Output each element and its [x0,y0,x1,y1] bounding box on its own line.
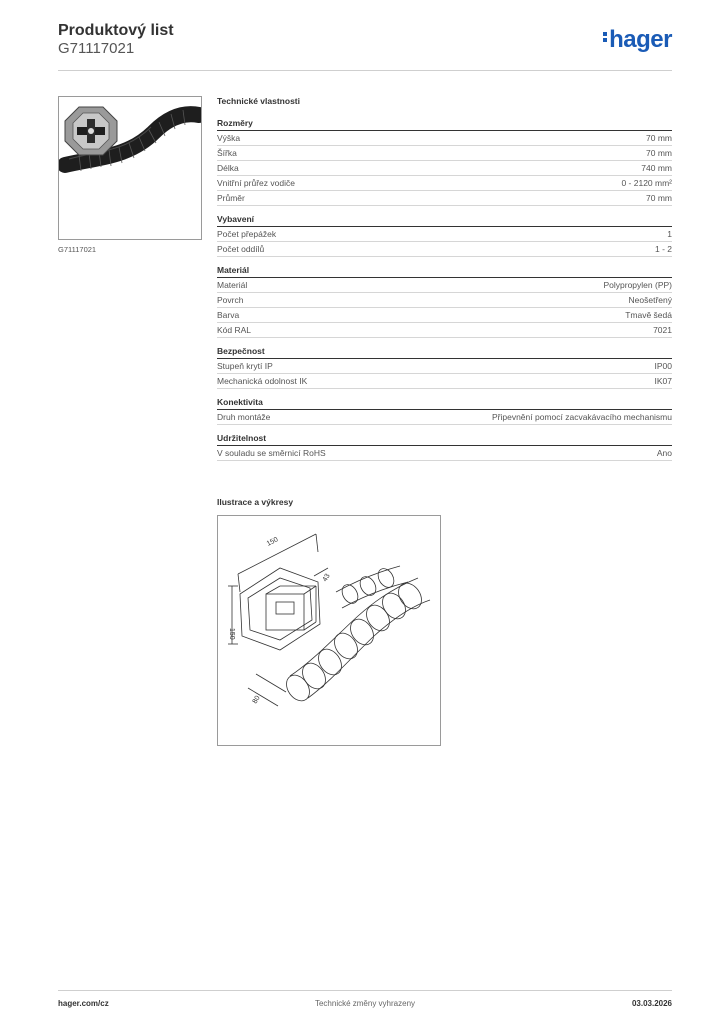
spec-row [217,308,672,323]
spec-value: 70 mm [646,148,672,158]
dim-width-label: 150 [265,536,280,548]
spec-section-material [217,265,672,338]
cable-spiral-product-icon [59,97,201,239]
dim-depth-label: 43 [321,572,332,583]
page-header [58,22,672,71]
section-heading: Rozměry [217,118,672,131]
spec-label: Kód RAL [217,325,252,335]
spec-value: IK07 [654,376,672,386]
page-title: Produktový list [58,22,174,39]
spec-section-safety [217,346,672,389]
footer-website-link[interactable]: hager.com/cz [58,999,109,1008]
footer-notice: Technické změny vyhrazeny [314,999,416,1008]
section-heading: Udržitelnost [217,433,672,446]
spec-row [217,410,672,425]
logo-dots-icon [603,30,607,44]
spec-value: 7021 [653,325,672,335]
spec-row [217,323,672,338]
spec-row [217,293,672,308]
spec-label: Počet přepážek [217,229,277,239]
spec-value: 1 - 2 [654,244,672,254]
spec-label: Stupeň krytí IP [217,361,273,371]
product-image [58,96,202,240]
spec-section-sustainability [217,433,672,461]
dim-height-label: 150 [228,628,235,640]
spec-label: Výška [217,133,241,143]
illustrations-title: Ilustrace a výkresy [217,497,294,507]
spec-row [217,161,672,176]
spec-value: IP00 [654,361,672,371]
product-image-caption: G71117021 [58,245,97,254]
spec-section-connectivity [217,397,672,425]
page-footer [58,990,672,1008]
spec-row [217,176,672,191]
section-heading: Bezpečnost [217,346,672,359]
spec-label: Barva [217,310,240,320]
dim-diameter-label: 80 [251,694,262,705]
spec-value: 0 - 2120 mm² [621,178,672,188]
spec-label: Povrch [217,295,244,305]
spec-label: Druh montáže [217,412,271,422]
spec-row [217,446,672,461]
spec-row [217,359,672,374]
technical-drawing [217,515,441,746]
dimension-drawing-icon [218,516,440,745]
spec-value: Neošetřený [628,295,672,305]
product-code: G71117021 [58,40,135,57]
section-heading: Konektivita [217,397,672,410]
section-heading: Vybavení [217,214,672,227]
spec-value: Připevnění pomocí zacvakávacího mechanismu [491,412,672,422]
spec-row [217,146,672,161]
technical-specs [217,96,672,469]
specs-title: Technické vlastnosti [217,96,300,106]
spec-row [217,374,672,389]
spec-row [217,191,672,206]
spec-label: Šířka [217,148,237,158]
spec-row [217,227,672,242]
spec-value: 70 mm [646,193,672,203]
spec-label: Délka [217,163,239,173]
spec-value: Ano [656,448,672,458]
spec-label: Vnitřní průřez vodiče [217,178,295,188]
footer-date: 03.03.2026 [631,999,672,1008]
hager-logo[interactable] [603,26,672,54]
logo-text: hager [609,26,672,53]
spec-value: 1 [667,229,672,239]
spec-value: 70 mm [646,133,672,143]
spec-value: Polypropylen (PP) [603,280,672,290]
spec-label: V souladu se směrnicí RoHS [217,448,326,458]
spec-section-equipment [217,214,672,257]
spec-row [217,242,672,257]
spec-label: Průměr [217,193,245,203]
spec-section-dimensions [217,118,672,206]
spec-value: Tmavě šedá [625,310,672,320]
spec-label: Materiál [217,280,248,290]
spec-row [217,131,672,146]
spec-label: Počet oddílů [217,244,265,254]
spec-row [217,278,672,293]
section-heading: Materiál [217,265,672,278]
spec-label: Mechanická odolnost IK [217,376,308,386]
spec-value: 740 mm [641,163,672,173]
